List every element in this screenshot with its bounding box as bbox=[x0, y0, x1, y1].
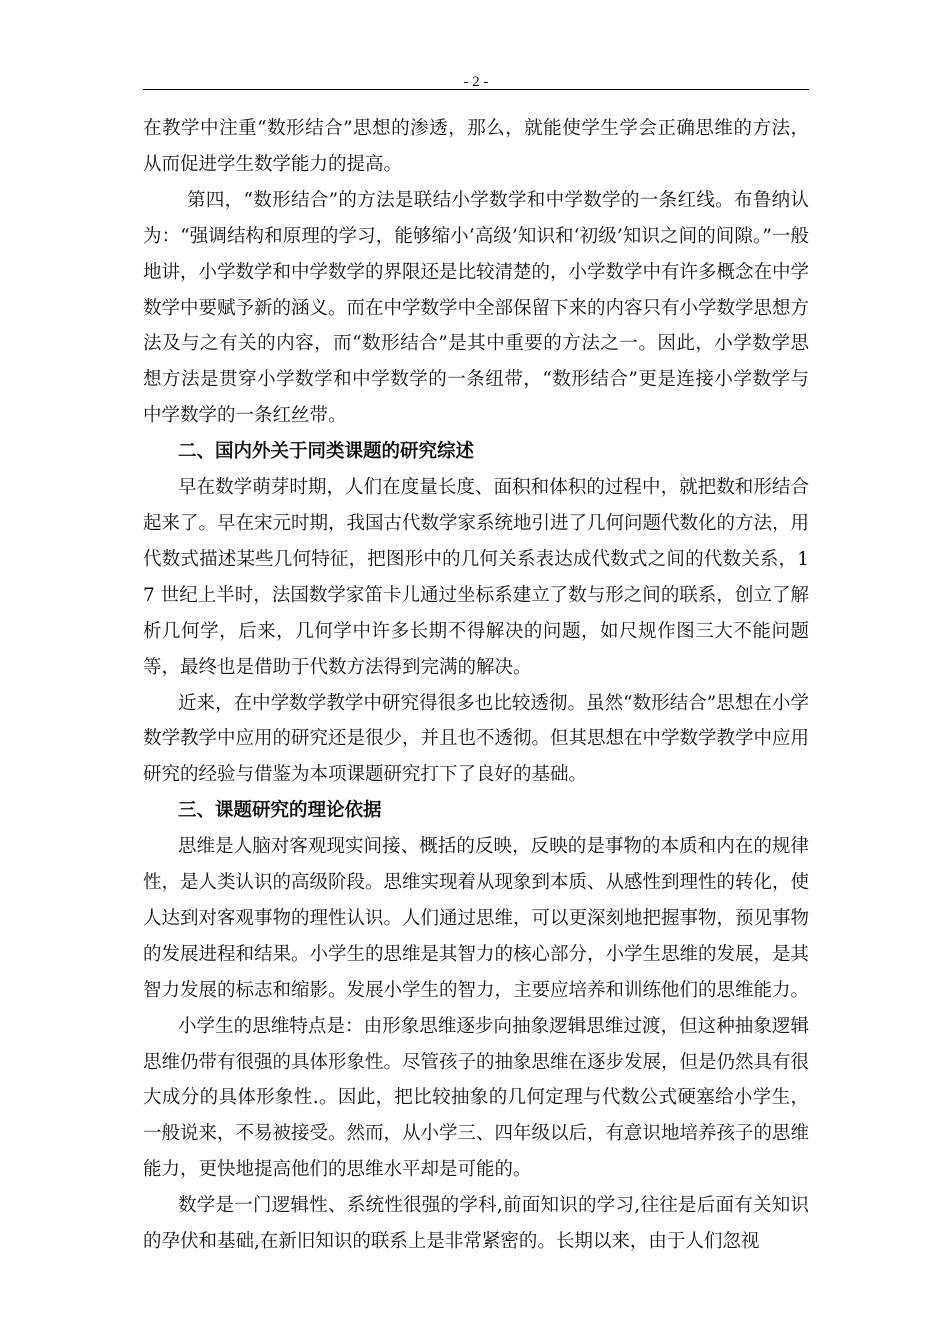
paragraph-student-thinking: 小学生的思维特点是：由形象思维逐步向抽象逻辑思维过渡，但这种抽象逻辑思维仍带有很强的具体形象性。尽管孩子的抽象思维在逐步发展，但是仍然具有很大成分的具体形象性.。因此，把比较抽象的几何定理与代数公式硬塞给小学生，一般说来，不易被接受。然而，从小学三、四年级以后，有意识地培养孩子的思维能力，更快地提高他们的思维水平却是可能的。 bbox=[143, 1015, 810, 1181]
paragraph-continuation: 在教学中注重“数形结合”思想的渗透，那么，就能使学生学会正确思维的方法，从而促进学生数学能力的提高。 bbox=[143, 118, 809, 175]
section-heading-2: 二、国内外关于同类课题的研究综述 bbox=[178, 441, 475, 463]
paragraph-recent-research: 近来，在中学数学教学中研究得很多也比较透彻。虽然“数形结合”思想在小学数学教学中应用的研究还是很少，并且也不透彻。但其思想在中学数学教学中应用研究的经验与借鉴为本项课题研究打下了良好的基础。 bbox=[143, 692, 810, 786]
paragraph-math-logic: 数学是一门逻辑性、系统性很强的学科,前面知识的学习,往往是后面有关知识的孕伏和基础,在新旧知识的联系上是非常紧密的。长期以来，由于人们忽视 bbox=[143, 1195, 809, 1253]
page-number: - 2 - bbox=[463, 74, 489, 90]
paragraph-history: 早在数学萌芽时期，人们在度量长度、面积和体积的过程中，就把数和形结合起来了。早在宋元时期，我国古代数学家系统地引进了几何问题代数化的方法，用代数式描述某些几何特征，把图形中的几何关系表达成代数式之间的代数关系，17 世纪上半时，法国数学家笛卡儿通过坐标系建立了数与形之间的联系，创立了解析几何学，后来，几何学中许多长期不得解决的问题，如尺规作图三大不能问题等，最终也是借助于代数方法得到完满的解决。 bbox=[143, 477, 810, 678]
section-heading-3: 三、课题研究的理论依据 bbox=[178, 800, 382, 822]
document-body bbox=[143, 111, 809, 1260]
header-rule bbox=[143, 89, 809, 90]
paragraph-fourth-point: 第四，“数形结合”的方法是联结小学数学和中学数学的一条红线。布鲁纳认为：“强调结构和原理的学习，能够缩小‘高级’知识和‘初级’知识之间的间隙。”一般地讲，小学数学和中学数学的界限还是比较清楚的，小学数学中有许多概念在中学数学中要赋予新的涵义。而在中学数学中全部保留下来的内容只有小学数学思想方法及与之有关的内容，而“数形结合”是其中重要的方法之一。因此，小学数学思想方法是贯穿小学数学和中学数学的一条纽带，“数形结合”更是连接小学数学与中学数学的一条红丝带。 bbox=[143, 189, 810, 427]
paragraph-thinking: 思维是人脑对客观现实间接、概括的反映，反映的是事物的本质和内在的规律性，是人类认识的高级阶段。思维实现着从现象到本质、从感性到理性的转化，使人达到对客观事物的理性认识。人们通过思维，可以更深刻地把握事物，预见事物的发展进程和结果。小学生的思维是其智力的核心部分，小学生思维的发展，是其智力发展的标志和缩影。发展小学生的智力，主要应培养和训练他们的思维能力。 bbox=[143, 836, 810, 1001]
